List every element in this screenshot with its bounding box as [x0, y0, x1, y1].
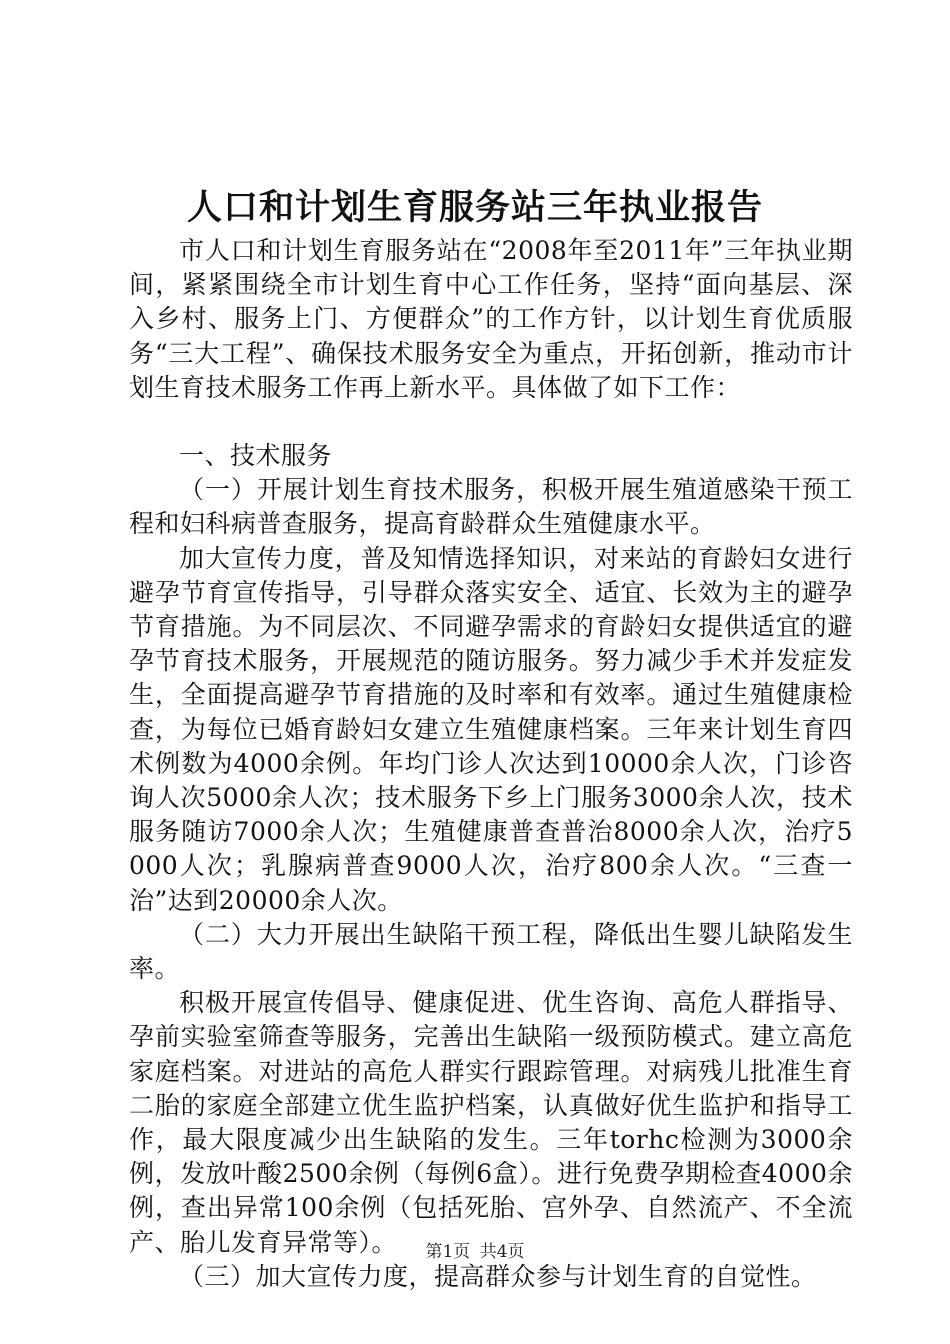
- subsection-heading-1: （一）开展计划生育技术服务，积极开展生殖道感染干预工程和妇科病普查服务，提高育龄群众生殖健康水平。: [129, 475, 853, 539]
- intro-paragraph: 市人口和计划生育服务站在“2008年至2011年”三年执业期间，紧紧围绕全市计划生育中心工作任务，坚持“面向基层、深入乡村、服务上门、方便群众”的工作方针，以计划生育优质服务“三大工程”、确保技术服务安全为重点，开拓创新，推动市计划生育技术服务工作再上新水平。具体做了如下工作：: [129, 236, 853, 402]
- subsection-heading-2: （二）大力开展出生缺陷干预工程，降低出生婴儿缺陷发生率。: [129, 919, 853, 984]
- page-number: 第1页: [425, 1242, 471, 1262]
- page-footer: [0, 1240, 950, 1264]
- body-paragraph-2: 积极开展宣传倡导、健康促进、优生咨询、高危人群指导、孕前实验室筛查等服务，完善出生缺陷一级预防模式。建立高危家庭档案。对进站的高危人群实行跟踪管理。对病残儿批准生育二胎的家庭全部建立优生监护档案，认真做好优生监护和指导工作，最大限度减少出生缺陷的发生。三年torhc检测为3000余例，发放叶酸2500余例（每例6盒）。进行免费孕期检查4000余例，查出异常100余例（包括死胎、宫外孕、自然流产、不全流产、胎儿发育异常等）。: [129, 988, 853, 1257]
- body-paragraph-1: 加大宣传力度，普及知情选择知识，对来站的育龄妇女进行避孕节育宣传指导，引导群众落实安全、适宜、长效为主的避孕节育措施。为不同层次、不同避孕需求的育龄妇女提供适宜的避孕节育技术服务，开展规范的随访服务。努力减少手术并发症发生，全面提高避孕节育措施的及时率和有效率。通过生殖健康检查，为每位已婚育龄妇女建立生殖健康档案。三年来计划生育四术例数为4000余例。年均门诊人次达到10000余人次，门诊咨询人次5000余人次；技术服务下乡上门服务3000余人次，技术服务随访7000余人次；生殖健康普查普治8000余人次，治疗5000人次；乳腺病普查9000人次，治疗800余人次。“三查一治”达到20000余人次。: [129, 543, 853, 915]
- page-total: 共4页: [479, 1242, 525, 1262]
- document-body: [129, 234, 853, 1294]
- section-heading-technical-service: 一、技术服务: [179, 441, 333, 471]
- document-title: 人口和计划生育服务站三年执业报告: [186, 187, 763, 228]
- subsection-heading-3: （三）加大宣传力度，提高群众参与计划生育的自觉性。: [179, 1261, 817, 1291]
